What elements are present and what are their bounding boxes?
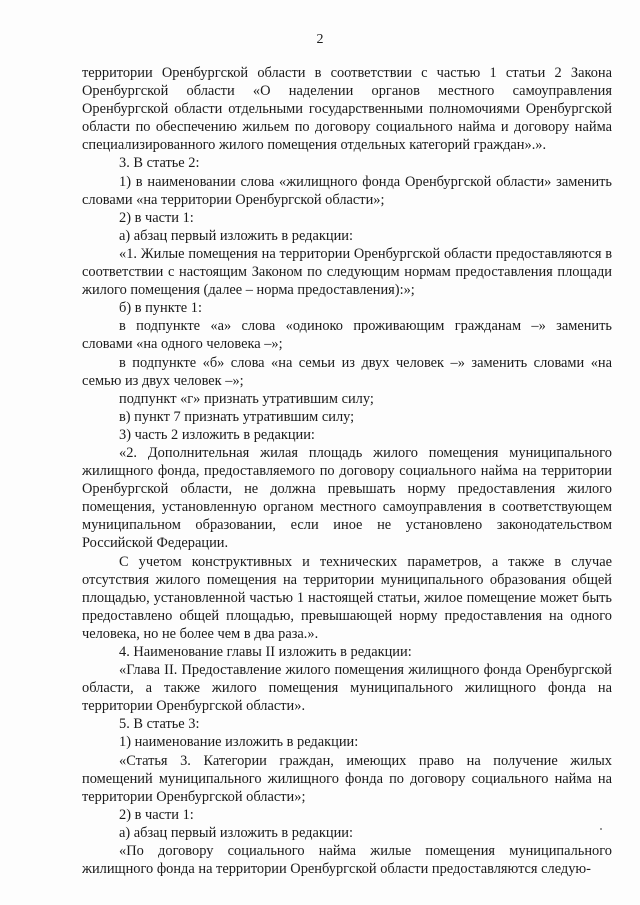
page-number: 2 xyxy=(316,32,324,47)
document-paragraph: С учетом конструктивных и технических параметров, а также в случае отсутствия жилого помещения на территории муниципального образования общей площадью, установленной частью 1 настоящей статьи, жилое помещение может быть предоставлено общей площадью, превышающей норму предоставления на одного человека, но не более чем в два раза.». xyxy=(82,553,612,642)
document-paragraph: подпункт «г» признать утратившим силу; xyxy=(119,390,374,407)
document-paragraph: 1) в наименовании слова «жилищного фонда Оренбургской области» заменить словами «на территории Оренбургской области»; xyxy=(82,173,612,208)
document-paragraph: «По договору социального найма жилые помещения муниципального жилищного фонда на территории Оренбургской области предоставляются следую- xyxy=(82,843,612,878)
document-paragraph: в подпункте «а» слова «одиноко проживающим гражданам –» заменить словами «на одного человека –»; xyxy=(82,318,612,353)
document-paragraph: а) абзац первый изложить в редакции: xyxy=(119,824,353,841)
document-paragraph: «1. Жилые помещения на территории Оренбургской области предоставляются в соответствии с настоящим Законом по следующим нормам предоставления площади жилого помещения (далее – норма предоставления):»; xyxy=(82,245,612,299)
document-paragraph: территории Оренбургской области в соответствии с частью 1 статьи 2 Закона Оренбургской области «О наделении органов местного самоуправления Оренбургской области отдельными государственными полномочиями Оренбургской области по обеспечению жильем по договору социального найма и договору найма специализированного жилого помещения отдельных категорий граждан».». xyxy=(82,65,612,154)
document-paragraph: в) пункт 7 признать утратившим силу; xyxy=(119,408,355,425)
document-paragraph: 2) в части 1: xyxy=(119,806,194,823)
document-paragraph: 4. Наименование главы II изложить в редакции: xyxy=(119,644,412,660)
document-paragraph: «Глава II. Предоставление жилого помещения жилищного фонда Оренбургской области, а также жилого помещения муниципального жилищного фонда на территории Оренбургской области». xyxy=(82,662,612,715)
document-paragraph: 3) часть 2 изложить в редакции: xyxy=(119,426,315,443)
document-paragraph: «Статья 3. Категории граждан, имеющих право на получение жилых помещений муниципального жилищного фонда по договору социального найма на территории Оренбургской области»; xyxy=(82,752,612,805)
document-paragraph: 1) наименование изложить в редакции: xyxy=(119,734,359,751)
document-body xyxy=(82,64,612,878)
document-paragraph: «2. Дополнительная жилая площадь жилого помещения муниципального жилищного фонда, предоставляемого по договору социального найма на территории Оренбургской области, не должна превышать норму предоставления жилого помещения, установленную органом местного самоуправления в соответствующем муниципальном образовании, если иное не установлено законодательством Российской Федерации. xyxy=(82,444,612,552)
scan-speck xyxy=(600,828,602,830)
document-paragraph: 2) в части 1: xyxy=(119,209,194,226)
document-paragraph: а) абзац первый изложить в редакции: xyxy=(119,227,353,244)
document-paragraph: 3. В статье 2: xyxy=(119,155,200,172)
document-paragraph: в подпункте «б» слова «на семьи из двух человек –» заменить словами «на семью из двух человек –»; xyxy=(82,354,612,389)
document-paragraph: 5. В статье 3: xyxy=(119,716,200,733)
document-paragraph: б) в пункте 1: xyxy=(119,300,202,317)
